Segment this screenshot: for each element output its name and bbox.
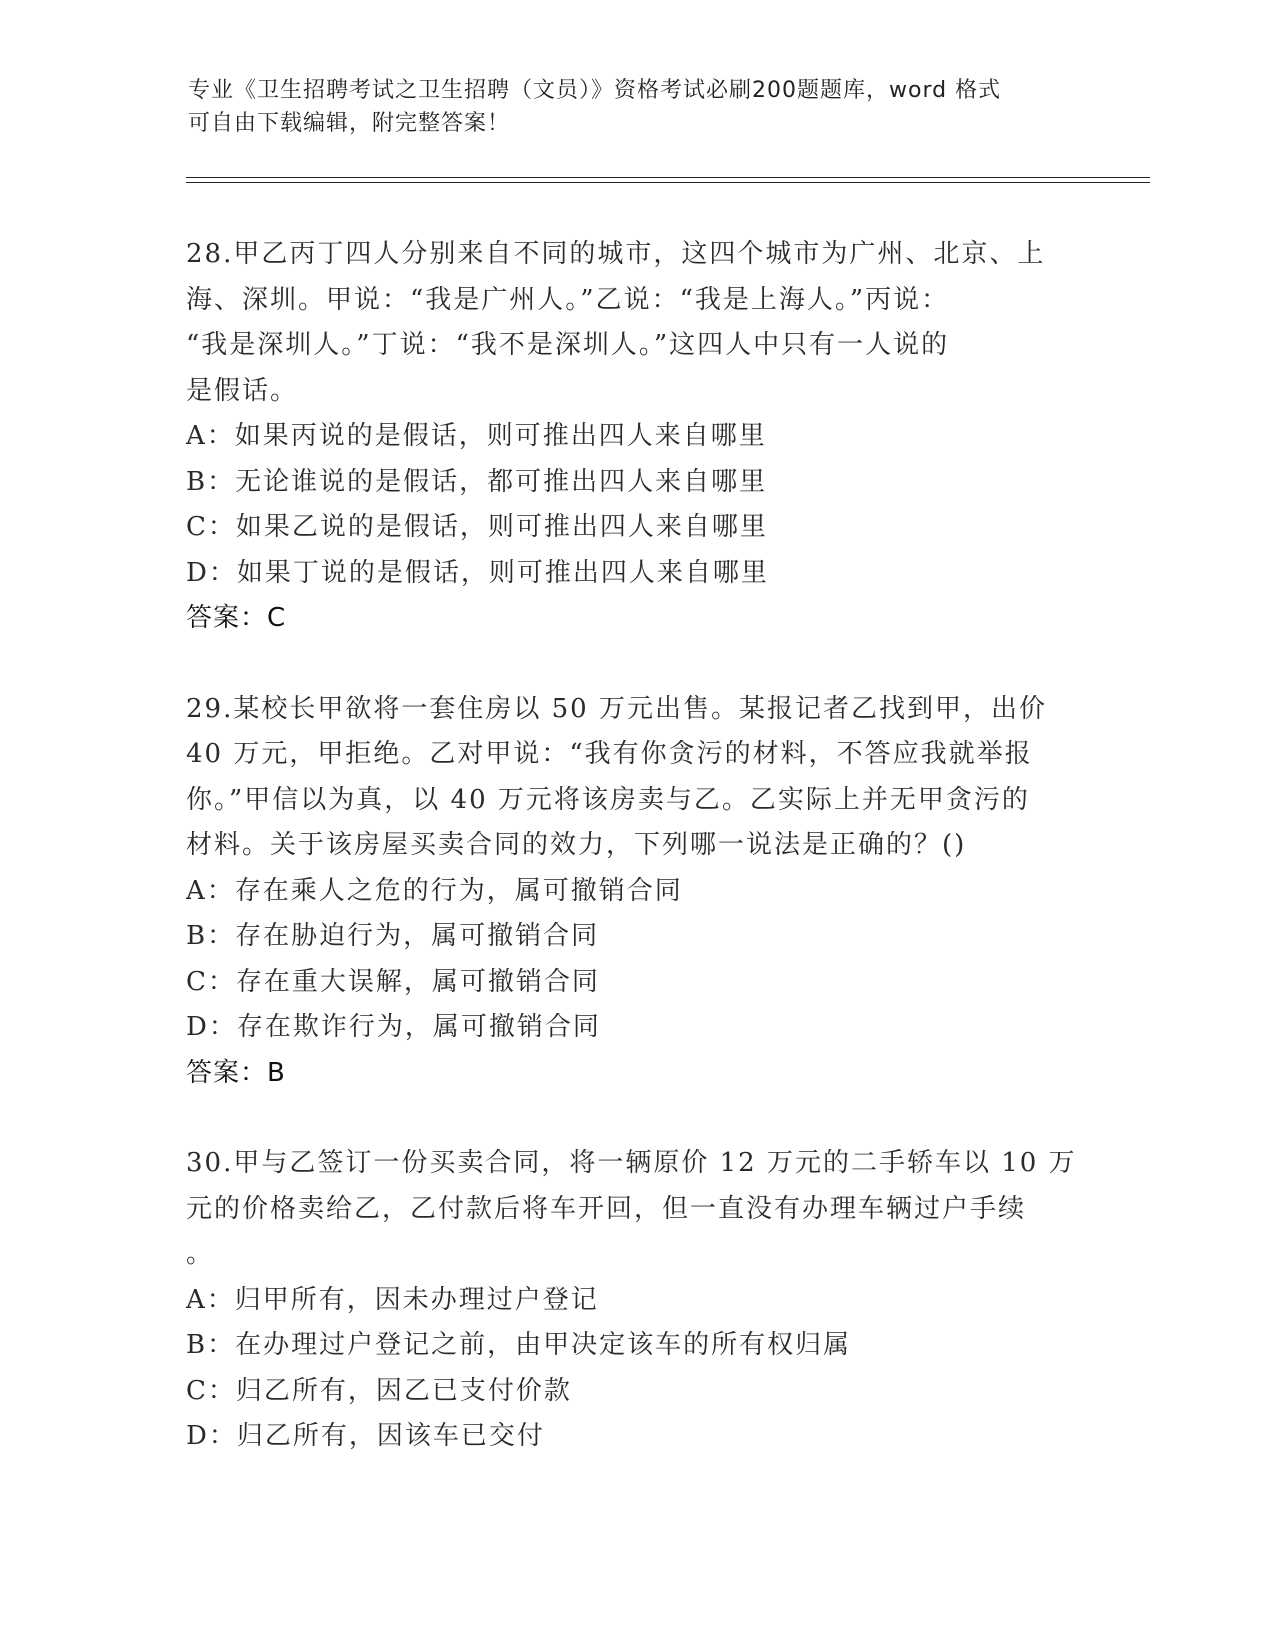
option-a: A：归甲所有，因未办理过户登记	[186, 1284, 599, 1315]
option-d: D：归乙所有，因该车已交付	[186, 1421, 545, 1451]
stem-line: 元的价格卖给乙，乙付款后将车开回，但一直没有办理车辆过户手续	[186, 1193, 1027, 1224]
header-divider-top	[186, 177, 1150, 178]
stem-line: 30.甲与乙签订一份买卖合同，将一辆原价 12 万元的二手轿车以 10 万	[186, 1148, 1077, 1178]
header-divider-bottom	[186, 182, 1150, 183]
option-c: C：存在重大误解，属可撤销合同	[186, 966, 600, 997]
option-b: B：在办理过户登记之前，由甲决定该车的所有权归属	[186, 1330, 852, 1360]
header-line-1: 专业《卫生招聘考试之卫生招聘（文员）》资格考试必刷200题题库，word 格式	[188, 78, 1002, 103]
answer-line: 答案：B	[186, 1057, 286, 1088]
question-spacer	[186, 1096, 1086, 1141]
question-stem	[186, 687, 1086, 869]
stem-line: 。	[186, 1239, 215, 1269]
stem-line: “我是深圳人。”丁说：“我不是深圳人。”这四人中只有一人说的	[186, 330, 950, 360]
question-spacer	[186, 642, 1086, 687]
question-29	[186, 687, 1086, 1097]
option-a: A：如果丙说的是假话，则可推出四人来自哪里	[186, 421, 767, 451]
question-stem	[186, 232, 1086, 414]
stem-line: 你。”甲信以为真，以 40 万元将该房卖与乙。乙实际上并无甲贪污的	[186, 784, 1030, 815]
question-30	[186, 1141, 1086, 1460]
question-stem	[186, 1141, 1086, 1278]
stem-line: 40 万元，甲拒绝。乙对甲说：“我有你贪污的材料，不答应我就举报	[186, 739, 1033, 769]
stem-line: 28.甲乙丙丁四人分别来自不同的城市，这四个城市为广州、北京、上	[186, 239, 1046, 269]
document-header	[188, 74, 1078, 140]
option-b: B：存在胁迫行为，属可撤销合同	[186, 921, 600, 951]
option-c: C：归乙所有，因乙已支付价款	[186, 1375, 572, 1406]
option-d: D：如果丁说的是假话，则可推出四人来自哪里	[186, 557, 769, 588]
header-line-2: 可自由下载编辑，附完整答案！	[188, 111, 511, 136]
stem-line: 材料。关于该房屋买卖合同的效力，下列哪一说法是正确的？()	[186, 830, 967, 860]
answer-line: 答案：C	[186, 603, 287, 633]
stem-line: 29.某校长甲欲将一套住房以 50 万元出售。某报记者乙找到甲，出价	[186, 693, 1047, 724]
option-d: D：存在欺诈行为，属可撤销合同	[186, 1012, 601, 1042]
stem-line: 海、深圳。甲说：“我是广州人。”乙说：“我是上海人。”丙说：	[186, 284, 950, 315]
stem-line: 是假话。	[186, 375, 299, 406]
option-b: B：无论谁说的是假话，都可推出四人来自哪里	[186, 466, 768, 497]
question-list	[186, 232, 1086, 1460]
option-c: C：如果乙说的是假话，则可推出四人来自哪里	[186, 512, 768, 542]
question-28	[186, 232, 1086, 642]
option-a: A：存在乘人之危的行为，属可撤销合同	[186, 875, 683, 906]
